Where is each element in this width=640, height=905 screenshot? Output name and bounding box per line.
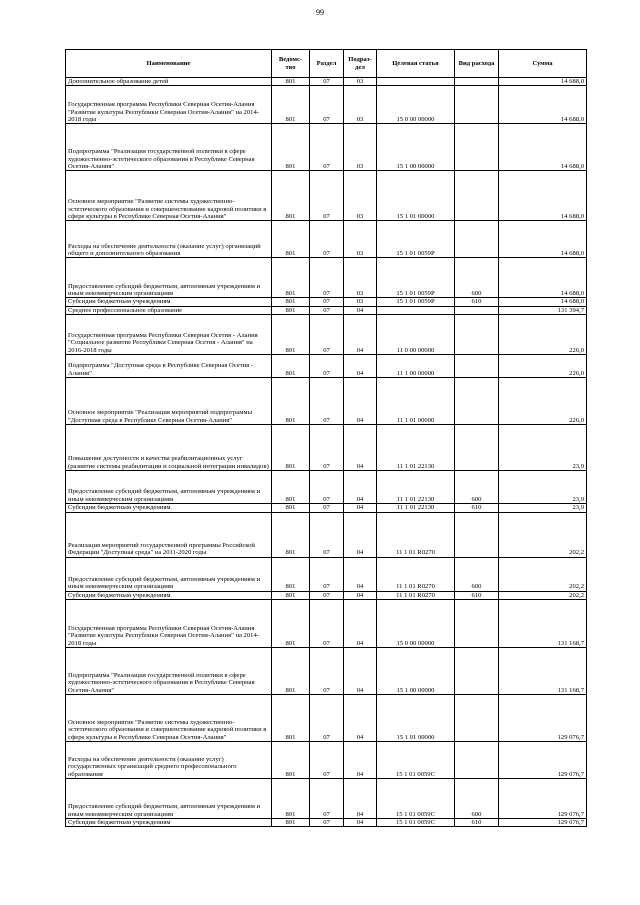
cell-sum: 14 688,0 bbox=[499, 78, 587, 86]
cell-target: 15 1 01 00000 bbox=[377, 695, 455, 742]
cell-subsection: 03 bbox=[344, 78, 377, 86]
cell-name: Предоставление субсидий бюджетным, автономным учреждениям и иным некоммерческим организациям bbox=[66, 258, 272, 298]
cell-exp-type bbox=[455, 86, 499, 124]
table-row bbox=[66, 221, 587, 258]
cell-target: 11 1 01 R0270 bbox=[377, 591, 455, 599]
cell-target: 11 1 01 22130 bbox=[377, 504, 455, 512]
cell-subsection: 04 bbox=[344, 512, 377, 557]
cell-subsection: 04 bbox=[344, 425, 377, 471]
cell-sum: 14 688,0 bbox=[499, 171, 587, 221]
table-row bbox=[66, 86, 587, 124]
table-row bbox=[66, 591, 587, 599]
cell-name: Субсидии бюджетным учреждениям bbox=[66, 504, 272, 512]
cell-subsection: 04 bbox=[344, 355, 377, 378]
cell-section: 07 bbox=[310, 742, 344, 779]
cell-target: 15 1 01 0059С bbox=[377, 779, 455, 819]
cell-exp-type bbox=[455, 425, 499, 471]
header-subsection: Подраз-дел bbox=[344, 50, 377, 78]
cell-exp-type bbox=[455, 378, 499, 425]
cell-sum: 129 076,7 bbox=[499, 742, 587, 779]
table-row bbox=[66, 78, 587, 86]
table-row bbox=[66, 171, 587, 221]
cell-target: 15 1 00 00000 bbox=[377, 648, 455, 695]
cell-section: 07 bbox=[310, 355, 344, 378]
cell-exp-type bbox=[455, 306, 499, 314]
cell-exp-type bbox=[455, 695, 499, 742]
cell-target: 15 1 01 00000 bbox=[377, 171, 455, 221]
cell-section: 07 bbox=[310, 695, 344, 742]
cell-section: 07 bbox=[310, 315, 344, 355]
cell-subsection: 03 bbox=[344, 124, 377, 171]
cell-dept: 801 bbox=[272, 512, 310, 557]
cell-exp-type bbox=[455, 171, 499, 221]
cell-section: 07 bbox=[310, 298, 344, 306]
cell-target: 15 1 01 0059С bbox=[377, 819, 455, 827]
cell-subsection: 04 bbox=[344, 779, 377, 819]
cell-section: 07 bbox=[310, 306, 344, 314]
cell-sum: 14 688,0 bbox=[499, 258, 587, 298]
cell-section: 07 bbox=[310, 78, 344, 86]
cell-dept: 801 bbox=[272, 504, 310, 512]
cell-sum: 131 394,7 bbox=[499, 306, 587, 314]
table-header-row bbox=[66, 50, 587, 78]
cell-dept: 801 bbox=[272, 425, 310, 471]
cell-target: 15 1 01 0059Р bbox=[377, 258, 455, 298]
header-section: Раздел bbox=[310, 50, 344, 78]
cell-name: Реализация мероприятий государственной программы Российской Федерации "Доступная среда" на 2011-2020 годы bbox=[66, 512, 272, 557]
cell-target: 11 1 01 R0270 bbox=[377, 557, 455, 591]
cell-exp-type bbox=[455, 648, 499, 695]
table-row bbox=[66, 600, 587, 648]
cell-sum: 226,0 bbox=[499, 355, 587, 378]
cell-name: Государственная программа Республики Северная Осетия-Алания "Развитие культуры Республики Северная Осетия-Алания" на 2014-2018 годы bbox=[66, 86, 272, 124]
cell-subsection: 03 bbox=[344, 221, 377, 258]
cell-name: Предоставление субсидий бюджетным, автономным учреждениям и иным некоммерческим организациям bbox=[66, 471, 272, 504]
table-row bbox=[66, 471, 587, 504]
cell-sum: 129 076,7 bbox=[499, 779, 587, 819]
cell-exp-type bbox=[455, 315, 499, 355]
budget-table bbox=[65, 49, 587, 827]
cell-section: 07 bbox=[310, 86, 344, 124]
cell-exp-type bbox=[455, 78, 499, 86]
cell-sum: 202,2 bbox=[499, 557, 587, 591]
cell-subsection: 03 bbox=[344, 298, 377, 306]
cell-sum: 226,0 bbox=[499, 315, 587, 355]
cell-subsection: 04 bbox=[344, 557, 377, 591]
cell-exp-type: 610 bbox=[455, 591, 499, 599]
cell-target: 15 1 01 0059С bbox=[377, 742, 455, 779]
table-row bbox=[66, 306, 587, 314]
cell-section: 07 bbox=[310, 171, 344, 221]
cell-name: Расходы на обеспечение деятельности (оказание услуг) государственных организаций среднего профессионального образования bbox=[66, 742, 272, 779]
cell-target: 15 0 00 00000 bbox=[377, 86, 455, 124]
cell-exp-type: 610 bbox=[455, 504, 499, 512]
cell-section: 07 bbox=[310, 425, 344, 471]
cell-subsection: 04 bbox=[344, 695, 377, 742]
table-row bbox=[66, 378, 587, 425]
cell-dept: 801 bbox=[272, 306, 310, 314]
cell-exp-type bbox=[455, 124, 499, 171]
cell-name: Субсидии бюджетным учреждениям bbox=[66, 819, 272, 827]
cell-target: 11 0 00 00000 bbox=[377, 315, 455, 355]
header-exp-type: Вид расхода bbox=[455, 50, 499, 78]
cell-exp-type bbox=[455, 742, 499, 779]
cell-subsection: 04 bbox=[344, 306, 377, 314]
cell-exp-type bbox=[455, 600, 499, 648]
cell-subsection: 04 bbox=[344, 648, 377, 695]
cell-subsection: 03 bbox=[344, 171, 377, 221]
cell-sum: 202,2 bbox=[499, 591, 587, 599]
cell-exp-type: 610 bbox=[455, 298, 499, 306]
cell-exp-type: 610 bbox=[455, 819, 499, 827]
cell-section: 07 bbox=[310, 221, 344, 258]
cell-exp-type: 600 bbox=[455, 258, 499, 298]
cell-sum: 202,2 bbox=[499, 512, 587, 557]
cell-section: 07 bbox=[310, 124, 344, 171]
table-row bbox=[66, 258, 587, 298]
cell-name: Подпрограмма "Реализация государственной политики в сфере художественно-эстетического образования в Республике Северная Осетия-Алания" bbox=[66, 648, 272, 695]
table-row bbox=[66, 512, 587, 557]
cell-name: Предоставление субсидий бюджетным, автономным учреждениям и иным некоммерческим организациям bbox=[66, 557, 272, 591]
cell-dept: 801 bbox=[272, 591, 310, 599]
table-row bbox=[66, 425, 587, 471]
cell-section: 07 bbox=[310, 258, 344, 298]
table-row bbox=[66, 648, 587, 695]
cell-section: 07 bbox=[310, 600, 344, 648]
cell-dept: 801 bbox=[272, 378, 310, 425]
cell-subsection: 04 bbox=[344, 315, 377, 355]
cell-sum: 23,9 bbox=[499, 471, 587, 504]
cell-subsection: 03 bbox=[344, 258, 377, 298]
cell-section: 07 bbox=[310, 779, 344, 819]
cell-exp-type bbox=[455, 221, 499, 258]
cell-name: Основное мероприятие "Развитие системы художественно-эстетического образования и совершенствование кадровой политики в сфере культуры в Республике Северная Осетия-Алания" bbox=[66, 171, 272, 221]
cell-name: Предоставление субсидий бюджетным, автономным учреждениям и иным некоммерческим организациям bbox=[66, 779, 272, 819]
cell-subsection: 04 bbox=[344, 504, 377, 512]
cell-dept: 801 bbox=[272, 298, 310, 306]
cell-exp-type bbox=[455, 512, 499, 557]
cell-target: 11 1 01 R0270 bbox=[377, 512, 455, 557]
cell-target: 11 1 01 00000 bbox=[377, 378, 455, 425]
cell-name: Дополнительное образование детей bbox=[66, 78, 272, 86]
cell-sum: 226,0 bbox=[499, 378, 587, 425]
cell-sum: 23,9 bbox=[499, 425, 587, 471]
cell-subsection: 04 bbox=[344, 600, 377, 648]
cell-sum: 129 076,7 bbox=[499, 695, 587, 742]
table-body bbox=[66, 78, 587, 827]
cell-dept: 801 bbox=[272, 258, 310, 298]
cell-section: 07 bbox=[310, 504, 344, 512]
cell-dept: 801 bbox=[272, 557, 310, 591]
table-row bbox=[66, 355, 587, 378]
cell-dept: 801 bbox=[272, 471, 310, 504]
cell-target: 15 1 01 0059Р bbox=[377, 221, 455, 258]
cell-dept: 801 bbox=[272, 315, 310, 355]
header-sum: Сумма bbox=[499, 50, 587, 78]
table-row bbox=[66, 124, 587, 171]
table-row bbox=[66, 742, 587, 779]
cell-subsection: 04 bbox=[344, 591, 377, 599]
cell-sum: 14 688,0 bbox=[499, 221, 587, 258]
cell-target: 11 1 00 00000 bbox=[377, 355, 455, 378]
cell-sum: 131 168,7 bbox=[499, 648, 587, 695]
cell-dept: 801 bbox=[272, 86, 310, 124]
cell-dept: 801 bbox=[272, 221, 310, 258]
cell-name: Субсидии бюджетным учреждениям bbox=[66, 298, 272, 306]
cell-target bbox=[377, 78, 455, 86]
cell-exp-type: 600 bbox=[455, 557, 499, 591]
cell-sum: 23,9 bbox=[499, 504, 587, 512]
header-target: Целевая статья bbox=[377, 50, 455, 78]
cell-subsection: 03 bbox=[344, 86, 377, 124]
cell-section: 07 bbox=[310, 591, 344, 599]
cell-dept: 801 bbox=[272, 779, 310, 819]
cell-section: 07 bbox=[310, 557, 344, 591]
table-row bbox=[66, 298, 587, 306]
table-row bbox=[66, 557, 587, 591]
cell-dept: 801 bbox=[272, 819, 310, 827]
cell-section: 07 bbox=[310, 378, 344, 425]
header-dept: Ведомс-тво bbox=[272, 50, 310, 78]
cell-name: Подпрограмма "Доступная среда в Республике Северная Осетия - Алания" bbox=[66, 355, 272, 378]
cell-subsection: 04 bbox=[344, 819, 377, 827]
cell-target bbox=[377, 306, 455, 314]
cell-subsection: 04 bbox=[344, 471, 377, 504]
cell-name: Повышение доступности и качества реабилитационных услуг (развитие системы реабилитации и социальной интеграции инвалидов) bbox=[66, 425, 272, 471]
cell-sum: 14 688,0 bbox=[499, 298, 587, 306]
table-row bbox=[66, 695, 587, 742]
cell-name: Государственная программа Республики Северная Осетия - Алания "Социальное развитие Республики Северная Осетия - Алания" на 2016-2018 годы bbox=[66, 315, 272, 355]
cell-dept: 801 bbox=[272, 600, 310, 648]
cell-name: Субсидии бюджетным учреждениям bbox=[66, 591, 272, 599]
cell-target: 11 1 01 22130 bbox=[377, 471, 455, 504]
cell-sum: 131 168,7 bbox=[499, 600, 587, 648]
cell-dept: 801 bbox=[272, 695, 310, 742]
cell-sum: 14 688,0 bbox=[499, 124, 587, 171]
cell-dept: 801 bbox=[272, 171, 310, 221]
cell-name: Основное мероприятие "Реализация мероприятий подпрограммы "Доступная среда в Республике Северная Осетия-Алания" bbox=[66, 378, 272, 425]
header-name: Наименование bbox=[66, 50, 272, 78]
cell-sum: 14 688,0 bbox=[499, 86, 587, 124]
cell-target: 15 1 01 0059Р bbox=[377, 298, 455, 306]
cell-exp-type bbox=[455, 355, 499, 378]
cell-name: Основное мероприятие "Развитие системы художественно-эстетического образования и совершенствование кадровой политики в сфере культуры в Республике Северная Осетия-Алания" bbox=[66, 695, 272, 742]
cell-section: 07 bbox=[310, 512, 344, 557]
table-row bbox=[66, 819, 587, 827]
cell-name: Расходы на обеспечение деятельности (оказание услуг) организаций общего и дополнительного образования bbox=[66, 221, 272, 258]
table-row bbox=[66, 779, 587, 819]
cell-exp-type: 600 bbox=[455, 779, 499, 819]
cell-section: 07 bbox=[310, 819, 344, 827]
table-row bbox=[66, 315, 587, 355]
cell-target: 11 1 01 22130 bbox=[377, 425, 455, 471]
table-row bbox=[66, 504, 587, 512]
cell-exp-type: 600 bbox=[455, 471, 499, 504]
cell-target: 15 0 00 00000 bbox=[377, 600, 455, 648]
cell-dept: 801 bbox=[272, 78, 310, 86]
cell-name: Среднее профессиональное образование bbox=[66, 306, 272, 314]
cell-dept: 801 bbox=[272, 648, 310, 695]
cell-dept: 801 bbox=[272, 124, 310, 171]
cell-name: Подпрограмма "Реализация государственной политики в сфере художественно-эстетического образования в Республике Северная Осетия-Алания" bbox=[66, 124, 272, 171]
page-number: 99 bbox=[316, 8, 324, 17]
cell-subsection: 04 bbox=[344, 742, 377, 779]
cell-section: 07 bbox=[310, 471, 344, 504]
cell-sum: 129 076,7 bbox=[499, 819, 587, 827]
cell-target: 15 1 00 00000 bbox=[377, 124, 455, 171]
cell-subsection: 04 bbox=[344, 378, 377, 425]
cell-dept: 801 bbox=[272, 742, 310, 779]
cell-dept: 801 bbox=[272, 355, 310, 378]
cell-name: Государственная программа Республики Северная Осетия-Алания "Развитие культуры Республики Северная Осетия-Алания" на 2014-2018 годы bbox=[66, 600, 272, 648]
cell-section: 07 bbox=[310, 648, 344, 695]
